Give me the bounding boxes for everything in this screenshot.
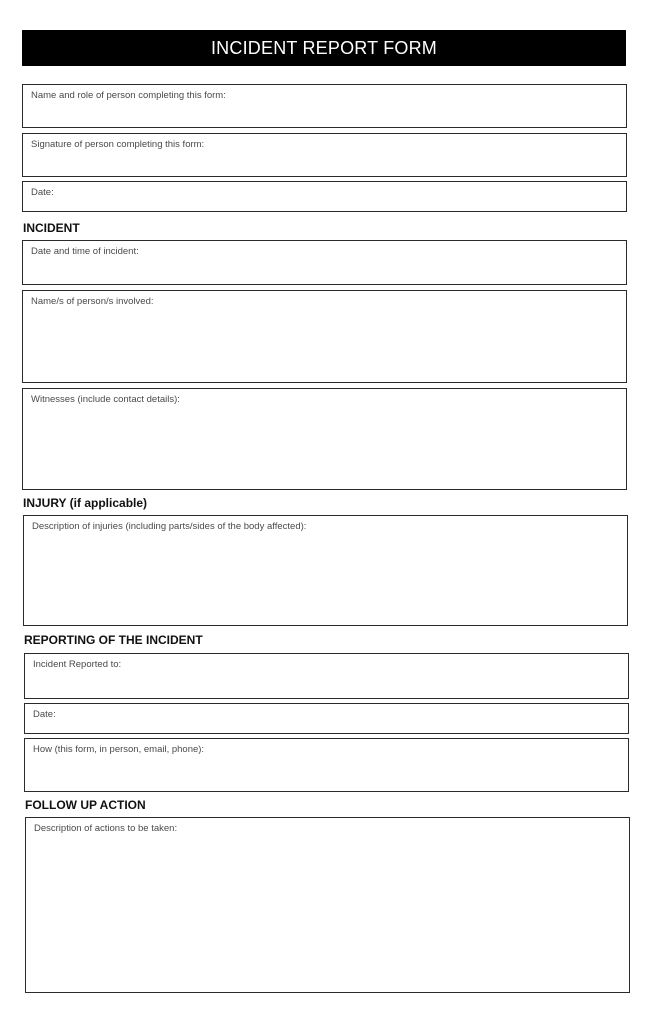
- witnesses-label: Witnesses (include contact details):: [31, 394, 180, 405]
- persons-involved-field[interactable]: [22, 290, 627, 383]
- witnesses-field[interactable]: [22, 388, 627, 490]
- reported-to-label: Incident Reported to:: [33, 659, 122, 670]
- name-role-field[interactable]: [22, 84, 627, 128]
- follow-up-actions-label: Description of actions to be taken:: [34, 823, 178, 834]
- completion-date-label: Date:: [31, 187, 54, 198]
- follow-up-heading: FOLLOW UP ACTION: [25, 798, 146, 812]
- persons-involved-label: Name/s of person/s involved:: [31, 296, 154, 307]
- injury-description-field[interactable]: [23, 515, 628, 626]
- incident-datetime-label: Date and time of incident:: [31, 246, 139, 257]
- reporting-heading: REPORTING OF THE INCIDENT: [24, 633, 203, 647]
- reporting-method-label: How (this form, in person, email, phone):: [33, 744, 205, 755]
- reporting-method-field[interactable]: [24, 738, 629, 792]
- completion-date-field[interactable]: [22, 181, 627, 212]
- reporting-date-field[interactable]: [24, 703, 629, 734]
- injury-description-label: Description of injuries (including parts/sides of the body affected):: [32, 521, 307, 532]
- form-title-bar: [22, 30, 626, 66]
- name-role-label: Name and role of person completing this form:: [31, 90, 226, 101]
- signature-field[interactable]: [22, 133, 627, 177]
- form-title: INCIDENT REPORT FORM: [210, 37, 438, 58]
- incident-datetime-field[interactable]: [22, 240, 627, 285]
- injury-heading: INJURY (if applicable): [23, 496, 148, 510]
- signature-label: Signature of person completing this form:: [31, 139, 205, 150]
- reporting-date-label: Date:: [33, 709, 56, 720]
- follow-up-actions-field[interactable]: [25, 817, 630, 993]
- reported-to-field[interactable]: [24, 653, 629, 699]
- incident-heading: INCIDENT: [23, 221, 80, 235]
